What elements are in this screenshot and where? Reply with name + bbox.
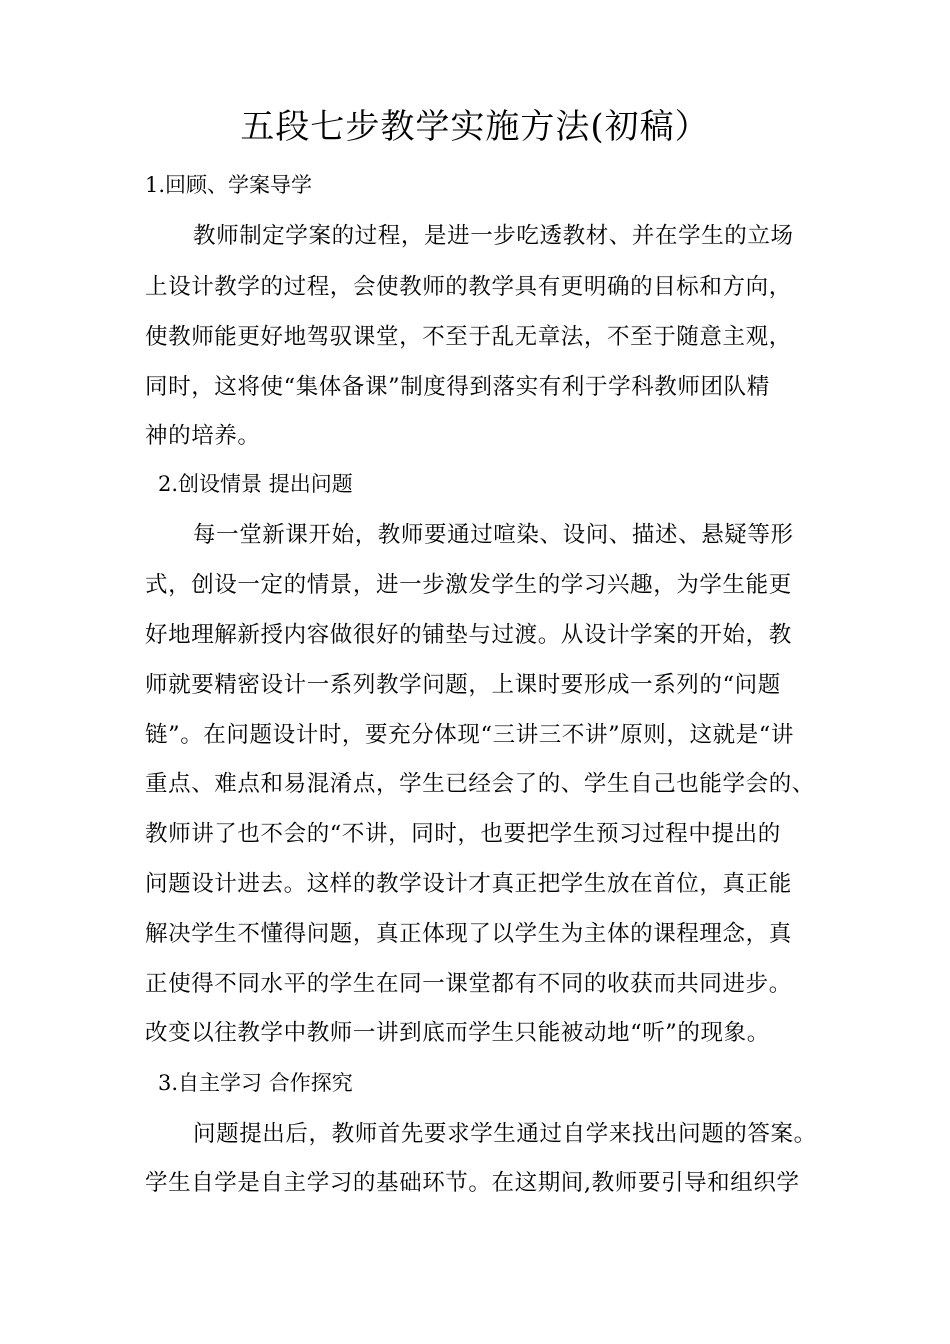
paragraph-line: 同时，这将使“集体备课”制度得到落实有利于学科教师团队精 xyxy=(145,374,770,400)
section-heading-3: 3.自主学习 合作探究 xyxy=(158,1071,353,1095)
paragraph-line: 教师制定学案的过程，是进一步吃透教材、并在学生的立场 xyxy=(193,223,794,249)
paragraph-line: 式，创设一定的情景，进一步激发学生的学习兴趣，为学生能更 xyxy=(145,572,792,598)
section-heading-1: 1.回顾、学案导学 xyxy=(145,173,313,197)
section-heading-2: 2.创设情景 提出问题 xyxy=(158,472,353,496)
document-title: 五段七步教学实施方法(初稿） xyxy=(240,107,710,147)
paragraph-line: 改变以往教学中教师一讲到底而学生只能被动地“听”的现象。 xyxy=(145,1020,770,1046)
paragraph-line: 神的培养。 xyxy=(145,423,261,449)
paragraph-line: 正使得不同水平的学生在同一课堂都有不同的收获而共同进步。 xyxy=(145,971,792,997)
paragraph-line: 教师讲了也不会的“不讲，同时，也要把学生预习过程中提出的 xyxy=(145,821,781,847)
paragraph-line: 重点、难点和易混淆点，学生已经会了的、学生自己也能学会的、 xyxy=(145,771,815,797)
paragraph-line: 每一堂新课开始，教师要通过喧染、设问、描述、悬疑等形 xyxy=(193,522,794,548)
paragraph-line: 师就要精密设计一系列教学问题，上课时要形成一系列的“问题 xyxy=(145,672,781,698)
paragraph-line: 好地理解新授内容做很好的铺垫与过渡。从设计学案的开始，教 xyxy=(145,622,792,648)
paragraph-line: 问题提出后，教师首先要求学生通过自学来找出问题的答案。 xyxy=(193,1121,817,1147)
paragraph-line: 上设计教学的过程，会使教师的教学具有更明确的目标和方向， xyxy=(145,274,792,300)
paragraph-line: 使教师能更好地驾驭课堂，不至于乱无章法，不至于随意主观， xyxy=(145,324,792,350)
paragraph-line: 问题设计进去。这样的教学设计才真正把学生放在首位，真正能 xyxy=(145,871,792,897)
paragraph-line: 解决学生不懂得问题，真正体现了以学生为主体的课程理念，真 xyxy=(145,921,792,947)
paragraph-line: 链”。在问题设计时，要充分体现“三讲三不讲”原则，这就是“讲 xyxy=(145,722,795,748)
paragraph-line: 学生自学是自主学习的基础环节。在这期间,教师要引导和组织学 xyxy=(145,1170,800,1196)
